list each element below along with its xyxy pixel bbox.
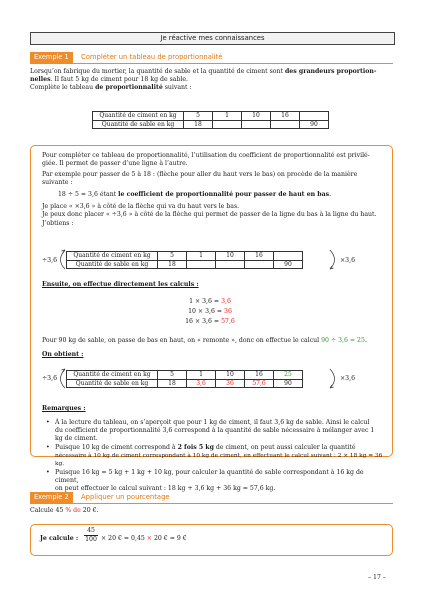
- explanation-text-1: Pour compléter ce tableau de proportionnalité, l’utilisation du coefficient de proportionnalité est privilé- giée. Il permet de passer d’une ligne à l’autre. Par exemple pour passer de 5 à 18 : (flèche pour aller du haut vers le bas) on procède de la manière suivante : 18 ÷ 5 = 3,6 étant le coefficient de proportionnalité pour passer de haut en bas. Je place « ×3,6 » à côté de la flèche qui va du haut vers le bas. Je peux donc placer « ÷3,6 » à côté de la flèche qui permet de passer de la ligne du bas à la ligne du haut. J’obtiens :: [42, 152, 377, 227]
- example-2-task: Calcule 45 % de 20 €.: [30, 507, 99, 514]
- divide-coefficient-label: ÷3,6: [42, 375, 58, 382]
- table-row: Quantité de sable en kg 18 3,6 36 57,6 90: [67, 379, 303, 388]
- percent-fraction: 45 100: [85, 527, 97, 543]
- calculation-label: Je calcule :: [40, 535, 79, 542]
- page-number: – 17 –: [368, 574, 386, 581]
- example-2-title: Appliquer un pourcentage: [81, 493, 170, 501]
- table-row: Quantité de ciment en kg 5 1 10 16: [93, 112, 329, 121]
- list-item: • À la lecture du tableau, on s’aperçoit que pour 1 kg de ciment, il faut 3,6 kg de sable. Ainsi le calcul du coefficient de proportionnalité 3,6 correspond à la quantité de sable nécessaire à mélanger avec 1 kg de ciment.: [46, 419, 375, 442]
- arrow-down-icon: [328, 247, 340, 273]
- table-row: Quantité de ciment en kg 5 1 10 16 25: [67, 371, 303, 380]
- reverse-calculation-text: Pour 90 kg de sable, on passe de bas en haut, on « remonte », donc on effectue le calcul 90 ÷ 3,6 = 25.: [42, 337, 367, 344]
- table-row: Quantité de sable en kg 18 90: [93, 120, 329, 129]
- example-2-header: [30, 492, 393, 504]
- section-heading-calculs: Ensuite, on effectue directement les calculs :: [42, 281, 199, 288]
- arrow-down-icon: [328, 366, 340, 392]
- multiply-coefficient-label: ×3,6: [340, 375, 356, 382]
- proportion-table-coefficient: [66, 251, 303, 269]
- proportion-table-initial: [92, 111, 329, 129]
- list-item: • Puisque 16 kg = 5 kg + 1 kg + 10 kg, pour calculer la quantité de sable correspondant à 16 kg de ciment, on peut effectuer le calcul suivant : 18 kg + 3,6 kg + 36 kg = 57,6 kg.: [46, 469, 364, 492]
- table-row: Quantité de ciment en kg 5 1 10 16: [67, 252, 303, 261]
- example-1-header: [30, 52, 393, 64]
- calculation-expression: × 20 € = 0,45 × 20 € = 9 €: [101, 535, 187, 542]
- example-2-tag: Exemple 2: [30, 492, 73, 503]
- calculation-list: 1 × 3,6 = 3,6 10 × 3,6 = 36 16 × 3,6 = 57,6: [185, 298, 235, 325]
- remarks-list: [46, 419, 386, 493]
- multiply-coefficient-label: ×3,6: [340, 257, 356, 264]
- section-heading-result: On obtient :: [42, 351, 84, 358]
- example-1-tag: Exemple 1: [30, 52, 73, 63]
- example-1-intro: Lorsqu’on fabrique du mortier, la quantité de sable et la quantité de ciment sont des grandeurs proportion- nelles. Il faut 5 kg de ciment pour 18 kg de sable. Complète le tableau de proportionnalité suivant :: [30, 68, 377, 91]
- proportion-table-completed: [66, 370, 303, 388]
- section-heading-remarques: Remarques :: [42, 405, 86, 412]
- page-title: Je réactive mes connaissances: [30, 32, 395, 45]
- example-1-title: Compléter un tableau de proportionnalité: [81, 53, 223, 61]
- divide-coefficient-label: ÷3,6: [42, 257, 58, 264]
- table-row: Quantité de sable en kg 18 90: [67, 260, 303, 269]
- list-item: • Puisque 10 kg de ciment correspond à 2 fois 5 kg de ciment, on peut aussi calculer la quantité nécessaire à 10 kg de ciment correspondant à 10 kg de ciment, en effectuant le calcul suivant : 2 × 18 kg = 36 kg.: [46, 444, 383, 467]
